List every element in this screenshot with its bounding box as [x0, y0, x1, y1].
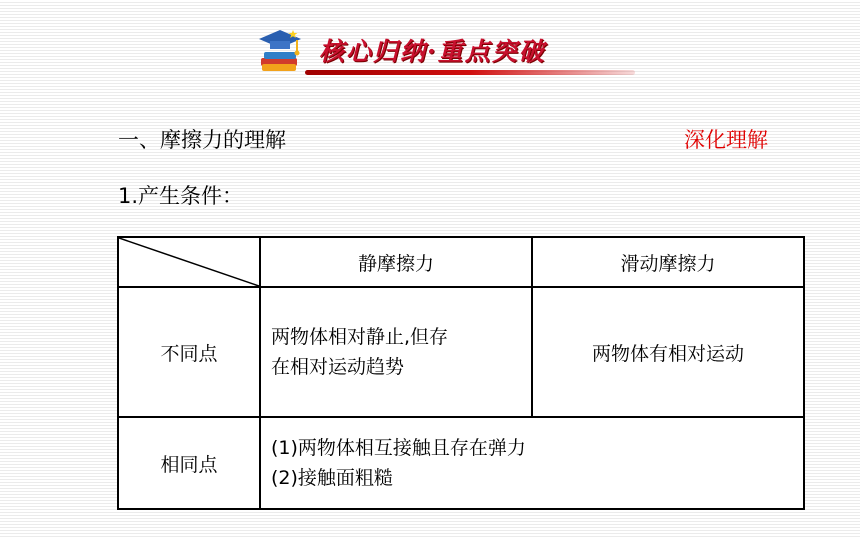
table-row [118, 287, 804, 417]
cell-line: (2)接触面粗糙 [271, 467, 393, 489]
cell-line: 在相对运动趋势 [271, 356, 405, 378]
cell-line: 两物体相对静止,但存 [271, 325, 449, 348]
col-header-static: 静摩擦力 [260, 237, 532, 287]
col-header-sliding: 滑动摩擦力 [532, 237, 804, 287]
diagonal-line [119, 238, 259, 286]
sub-heading: 1.产生条件： [118, 184, 244, 208]
banner-title: 核心归纳·重点突破 [319, 37, 546, 66]
comparison-table [117, 236, 805, 510]
section-banner [255, 14, 645, 80]
row-label-similarities: 相同点 [118, 417, 260, 509]
graduation-cap-books-icon [255, 26, 305, 76]
table-row [118, 417, 804, 509]
corner-diagonal-cell [118, 237, 260, 287]
cell-common [260, 417, 804, 509]
banner-underline [305, 70, 635, 75]
cell-sliding-difference: 两物体有相对运动 [532, 287, 804, 417]
section-heading: 一、摩擦力的理解 [118, 128, 286, 152]
cell-static-difference [260, 287, 532, 417]
table-header-row [118, 237, 804, 287]
section-tag: 深化理解 [684, 128, 768, 152]
row-label-differences: 不同点 [118, 287, 260, 417]
cell-line: (1)两物体相互接触且存在弹力 [271, 436, 526, 459]
